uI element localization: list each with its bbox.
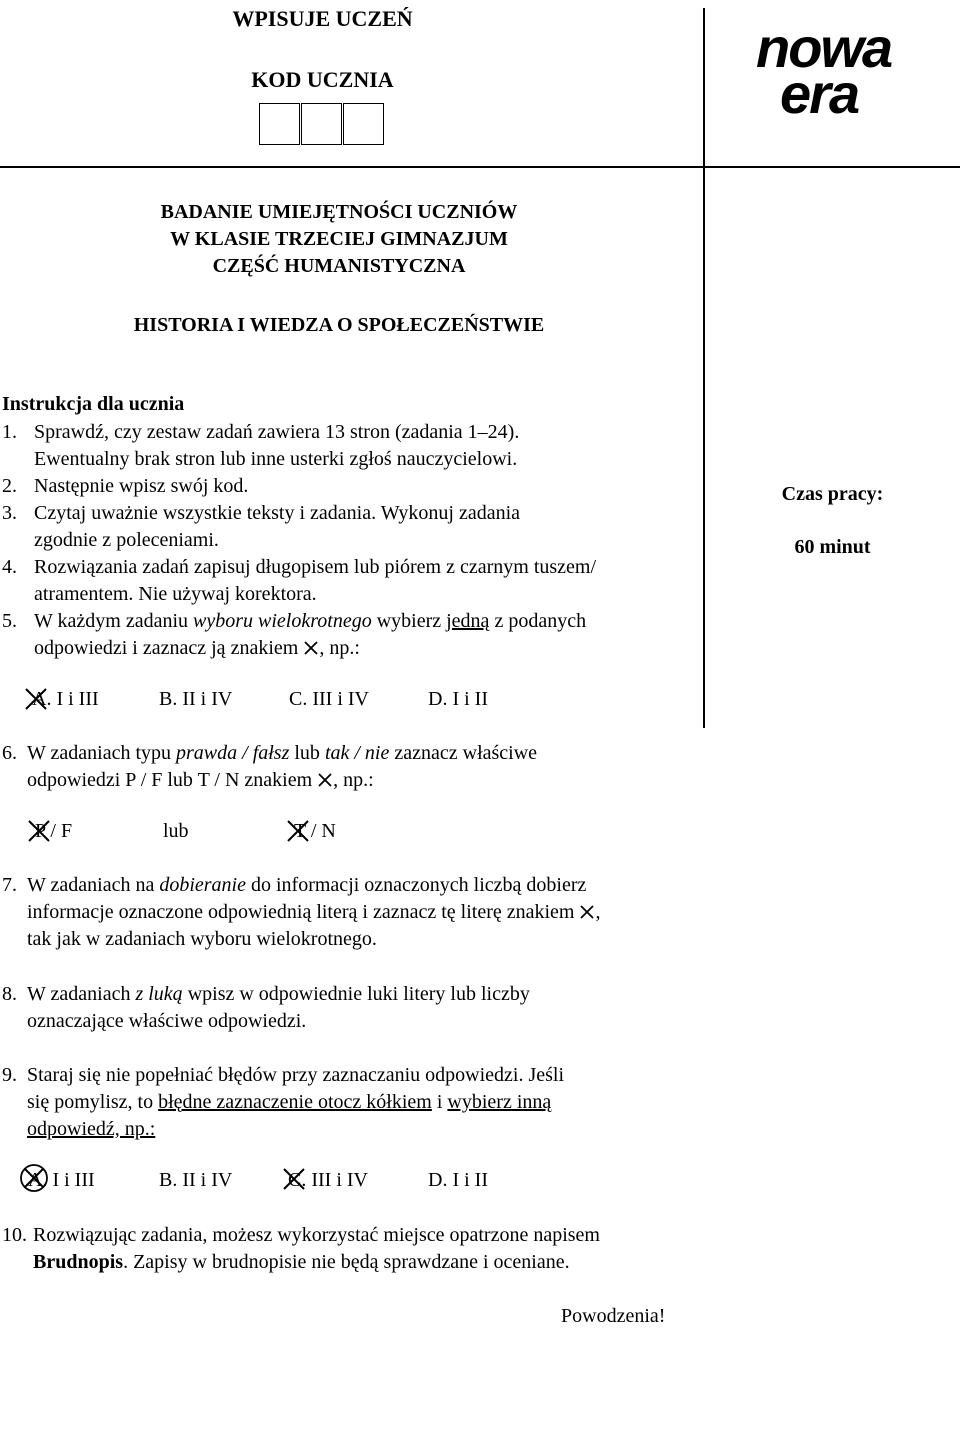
example-3-option-c: C. III i IV bbox=[288, 1169, 368, 1191]
item-2-text: Następnie wpisz swój kod. bbox=[34, 475, 249, 497]
title-line-3: CZĘŚĆ HUMANISTYCZNA bbox=[212, 255, 466, 277]
example-3-option-b: B. II i IV bbox=[159, 1169, 233, 1191]
item-3-line-1: Czytaj uważnie wszystkie teksty i zadania. Wykonuj zadania bbox=[34, 502, 521, 524]
logo-nowa: nowa bbox=[756, 16, 892, 79]
title-line-2: W KLASIE TRZECIEJ GIMNAZJUM bbox=[170, 228, 508, 250]
student-code-label: KOD UCZNIA bbox=[251, 67, 394, 92]
x-mark-icon bbox=[304, 641, 318, 655]
item-9-number: 9. bbox=[2, 1064, 17, 1086]
time-label: Czas pracy: bbox=[781, 483, 884, 505]
x-mark-icon bbox=[27, 819, 51, 843]
x-mark-icon bbox=[282, 1167, 306, 1191]
item-4-line-2: atramentem. Nie używaj korektora. bbox=[34, 583, 317, 605]
item-1-line-2: Ewentualny brak stron lub inne usterki zgłoś nauczycielowi. bbox=[34, 448, 518, 470]
item-6-line-2: odpowiedzi P / F lub T / N znakiem , np.: bbox=[27, 769, 374, 791]
item-7-line-3: tak jak w zadaniach wyboru wielokrotnego. bbox=[27, 928, 377, 950]
item-10-line-2: Brudnopis. Zapisy w brudnopisie nie będą sprawdzane i oceniane. bbox=[33, 1251, 570, 1273]
item-4-line-1: Rozwiązania zadań zapisuj długopisem lub piórem z czarnym tuszem/ bbox=[34, 556, 597, 578]
item-2-number: 2. bbox=[2, 475, 17, 497]
x-mark-icon bbox=[318, 773, 332, 787]
x-mark-icon bbox=[24, 687, 48, 711]
code-box-1[interactable] bbox=[259, 103, 300, 145]
item-9-line-3: odpowiedź, np.: bbox=[27, 1118, 156, 1140]
code-box-2[interactable] bbox=[301, 103, 342, 145]
title-line-1: BADANIE UMIEJĘTNOŚCI UCZNIÓW bbox=[160, 201, 518, 223]
code-box-3[interactable] bbox=[343, 103, 384, 145]
item-5-number: 5. bbox=[2, 610, 17, 632]
item-6-number: 6. bbox=[2, 742, 17, 764]
item-5-line-2: odpowiedzi i zaznacz ją znakiem , np.: bbox=[34, 637, 360, 659]
example-1-option-a: A. I i III bbox=[32, 688, 99, 710]
instructions-heading: Instrukcja dla ucznia bbox=[2, 393, 185, 415]
example-2-lub: lub bbox=[163, 820, 189, 842]
item-9-line-1: Staraj się nie popełniać błędów przy zaznaczaniu odpowiedzi. Jeśli bbox=[27, 1064, 565, 1086]
item-10-line-1: Rozwiązując zadania, możesz wykorzystać miejsce opatrzone napisem bbox=[33, 1224, 600, 1246]
header-divider-vertical bbox=[703, 8, 705, 728]
subject-title: HISTORIA I WIEDZA O SPOŁECZEŃSTWIE bbox=[133, 314, 545, 336]
item-7-line-1: W zadaniach na dobieranie do informacji oznaczonych liczbą dobierz bbox=[27, 874, 587, 896]
item-4-number: 4. bbox=[2, 556, 17, 578]
item-8-line-2: oznaczające właściwe odpowiedzi. bbox=[27, 1010, 307, 1032]
item-3-line-2: zgodnie z poleceniami. bbox=[34, 529, 219, 551]
closing-text: Powodzenia! bbox=[561, 1305, 666, 1327]
example-1-option-b: B. II i IV bbox=[159, 688, 233, 710]
example-1-option-d: D. I i II bbox=[428, 688, 488, 710]
student-fills-label: WPISUJE UCZEŃ bbox=[232, 6, 413, 31]
x-mark-icon bbox=[580, 905, 594, 919]
item-1-line-1: Sprawdź, czy zestaw zadań zawiera 13 stron (zadania 1–24). bbox=[34, 421, 520, 443]
item-6-line-1: W zadaniach typu prawda / fałsz lub tak / nie zaznacz właściwe bbox=[27, 742, 538, 764]
example-2-pf: P / F bbox=[35, 820, 73, 842]
example-1-option-c: C. III i IV bbox=[289, 688, 369, 710]
item-8-number: 8. bbox=[2, 983, 17, 1005]
time-value: 60 minut bbox=[794, 536, 871, 558]
item-9-line-2: się pomylisz, to błędne zaznaczenie otocz kółkiem i wybierz inną bbox=[27, 1091, 552, 1113]
item-8-line-1: W zadaniach z luką wpisz w odpowiednie luki litery lub liczby bbox=[27, 983, 530, 1005]
example-3-option-d: D. I i II bbox=[428, 1169, 488, 1191]
x-mark-icon bbox=[286, 819, 310, 843]
example-2-tn: T / N bbox=[294, 820, 336, 842]
example-3-option-a: A. I i III bbox=[28, 1169, 95, 1191]
item-7-line-2: informacje oznaczone odpowiednią literą i zaznacz tę literę znakiem , bbox=[27, 901, 601, 923]
header-divider-horizontal bbox=[0, 166, 960, 168]
item-5-line-1: W każdym zadaniu wyboru wielokrotnego wybierz jedną z podanych bbox=[34, 610, 587, 632]
item-7-number: 7. bbox=[2, 874, 17, 896]
item-10-number: 10. bbox=[2, 1224, 27, 1246]
item-1-number: 1. bbox=[2, 421, 17, 443]
item-3-number: 3. bbox=[2, 502, 17, 524]
logo-era: era bbox=[780, 62, 859, 125]
